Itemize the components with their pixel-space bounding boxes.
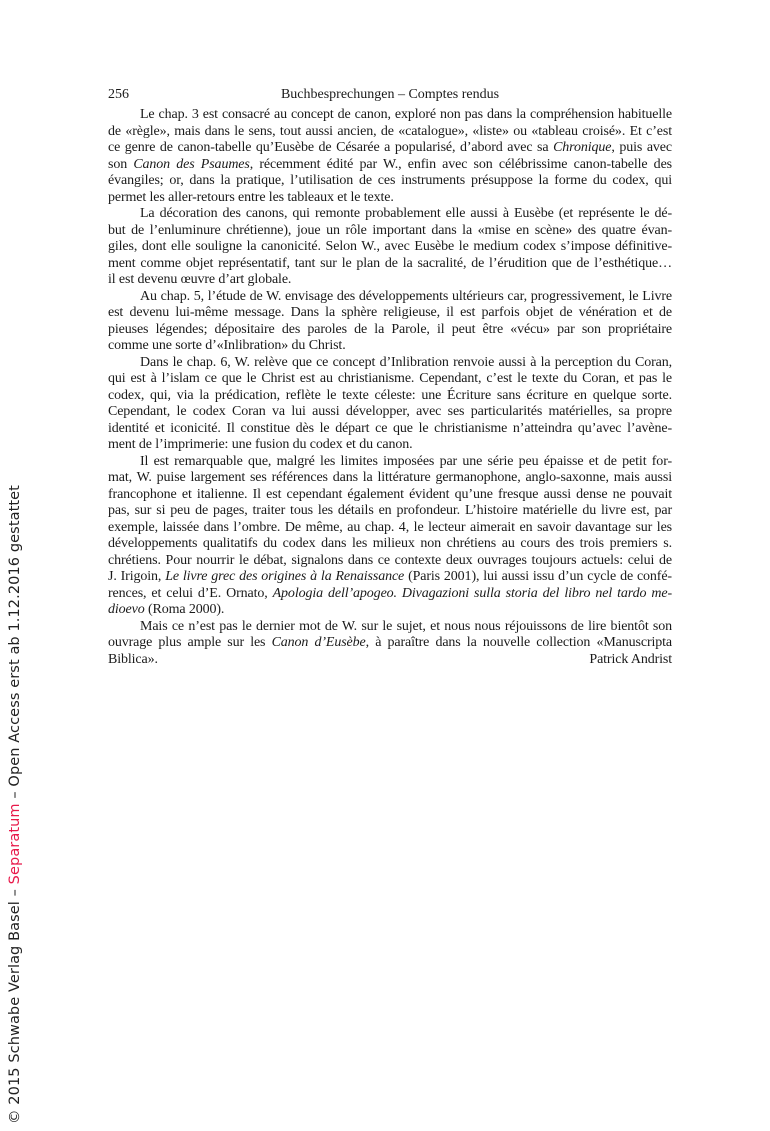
text-line: comme une sorte d’«Inlibration» du Christ. [108,338,346,353]
paragraph [108,107,672,206]
text-line: de «règle», mais dans le sens, tout aussi ancien, de «catalogue», «liste» ou «tableau croisé». Et c’est [108,123,672,139]
text-line: il est devenu œuvre d’art globale. [108,272,292,287]
text-line: Dans le chap. 6, W. relève que ce concept d’Inlibration renvoie aussi à la perception du Coran, [140,354,672,370]
text-line: qui est à l’islam ce que le Christ est au christianisme. Cependant, c’est le texte du Coran, et pas le [108,371,672,386]
text-line: évangiles; or, dans la pratique, l’utilisation de ces instruments présuppose la forme du codex, qui [108,173,672,188]
open-access-text: – Open Access erst ab 1.12.2016 gestattet [7,485,23,804]
text-line: ment de l’imprimerie: une fusion du codex et du canon. [108,437,413,452]
text-line: exemple, laissée dans l’ombre. De même, au chap. 4, le lecteur aimerait en savoir davantage sur les [108,519,672,535]
text-line: giles, dont elle souligne la canonicité. Selon W., avec Eusèbe le medium codex s’impose définitive- [108,239,672,254]
text-line: Au chap. 5, l’étude de W. envisage des développements ultérieurs car, progressivement, le Livre [140,288,672,304]
text-line: rences, et celui d’E. Ornato, Apologia dell’apogeo. Divagazioni sulla storia del libro nel tardo me- [108,585,672,601]
text-line: Cependant, le codex Coran va lui aussi développer, avec ses particularités matérielles, sa propre [108,404,672,419]
text-line: Le chap. 3 est consacré au concept de canon, exploré non pas dans la compréhension habituelle [140,107,672,122]
copyright-text: © 2015 Schwabe Verlag Basel – [7,884,23,1124]
review-body [108,107,672,668]
text-line: Mais ce n’est pas le dernier mot de W. sur le sujet, et nous nous réjouissons de lire bientôt son [140,618,672,634]
italic-title: Canon d’Eusèbe [271,635,366,650]
paragraph [108,206,672,289]
text-line: codex, qui, via la prédication, reflète le texte céleste: une Écriture sans écriture en quelque sorte. [108,387,672,403]
text-line: ouvrage plus ample sur les Canon d’Eusèbe, à paraître dans la nouvelle collection «Manuscripta [108,635,673,650]
paragraph [108,619,672,669]
text-line: pieuses légendes; dépositaire des paroles de la Parole, il peut être «vécu» par son propriétaire [108,321,672,337]
text-line: permet les aller-retours entre les tableaux et le texte. [108,189,394,205]
text-line: mat, W. puise largement ses références dans la littérature germanophone, anglo-saxonne, mais aussi [108,470,672,485]
separatum-label: Separatum [7,803,23,885]
text-line: chrétiens. Pour nourrir le débat, signalons dans ce contexte deux ouvrages toujours actuels: celui de [108,552,672,568]
italic-title: Chronique [553,140,612,155]
text-line: est devenu lui-même message. Dans la sphère religieuse, il est parfois objet de vénération et de [108,305,672,320]
running-title: Buchbesprechungen – Comptes rendus [280,87,500,102]
text-line: J. Irigoin, Le livre grec des origines à la Renaissance (Paris 2001), lui aussi issu d’un cycle de confé- [108,569,672,584]
page-header [108,87,672,105]
copyright-notice [4,485,26,1124]
text-line: développements qualitatifs du codex dans les milieux non chrétiens au cours des trois premiers s. [108,536,672,551]
text-line: ce genre de canon-tabelle qu’Eusèbe de Césarée a popularisé, d’abord avec sa Chronique, puis avec [108,140,672,155]
text-line: ment comme objet représentatif, tant sur le plan de la sacralité, de l’érudition que de l’esthétique… [108,255,672,271]
paragraph [108,454,672,619]
text-line: La décoration des canons, qui remonte probablement elle aussi à Eusèbe (et représente le dé- [140,206,672,221]
text-line: pas, sur si peu de pages, traiter tous les détails en profondeur. L’histoire matérielle du livre est, par [108,503,672,518]
text-line: Il est remarquable que, malgré les limites imposées par une série peu épaisse et de petit for- [140,453,672,469]
page-number: 256 [108,87,129,102]
italic-title: Le livre grec des origines à la Renaissance [165,569,405,584]
paragraph [108,355,672,454]
text-line: dioevo (Roma 2000). [108,602,225,617]
text-line: son Canon des Psaumes, récemment édité par W., enfin avec son célébrissime canon-tabelle des [108,156,672,172]
italic-title: dioevo [108,602,145,617]
italic-title: Apologia dell’apogeo. Divagazioni sulla storia del libro nel tardo me- [272,585,672,601]
author-signature: Patrick Andrist [589,651,672,667]
italic-title: Canon des Psaumes [133,156,250,172]
text-line: Biblica». Patrick Andrist [108,651,672,667]
text-line: but de l’enluminure chrétienne), joue un rôle important dans la «mise en scène» des quatre évan- [108,222,672,238]
paragraph [108,289,672,355]
text-line: identité et iconicité. Il constitue dès le départ ce que le christianisme n’atteindra qu’avec l’avène- [108,420,672,436]
text-line: francophone et italienne. Il est cependant également évident qu’une fresque aussi dense ne pouvait [108,486,672,502]
